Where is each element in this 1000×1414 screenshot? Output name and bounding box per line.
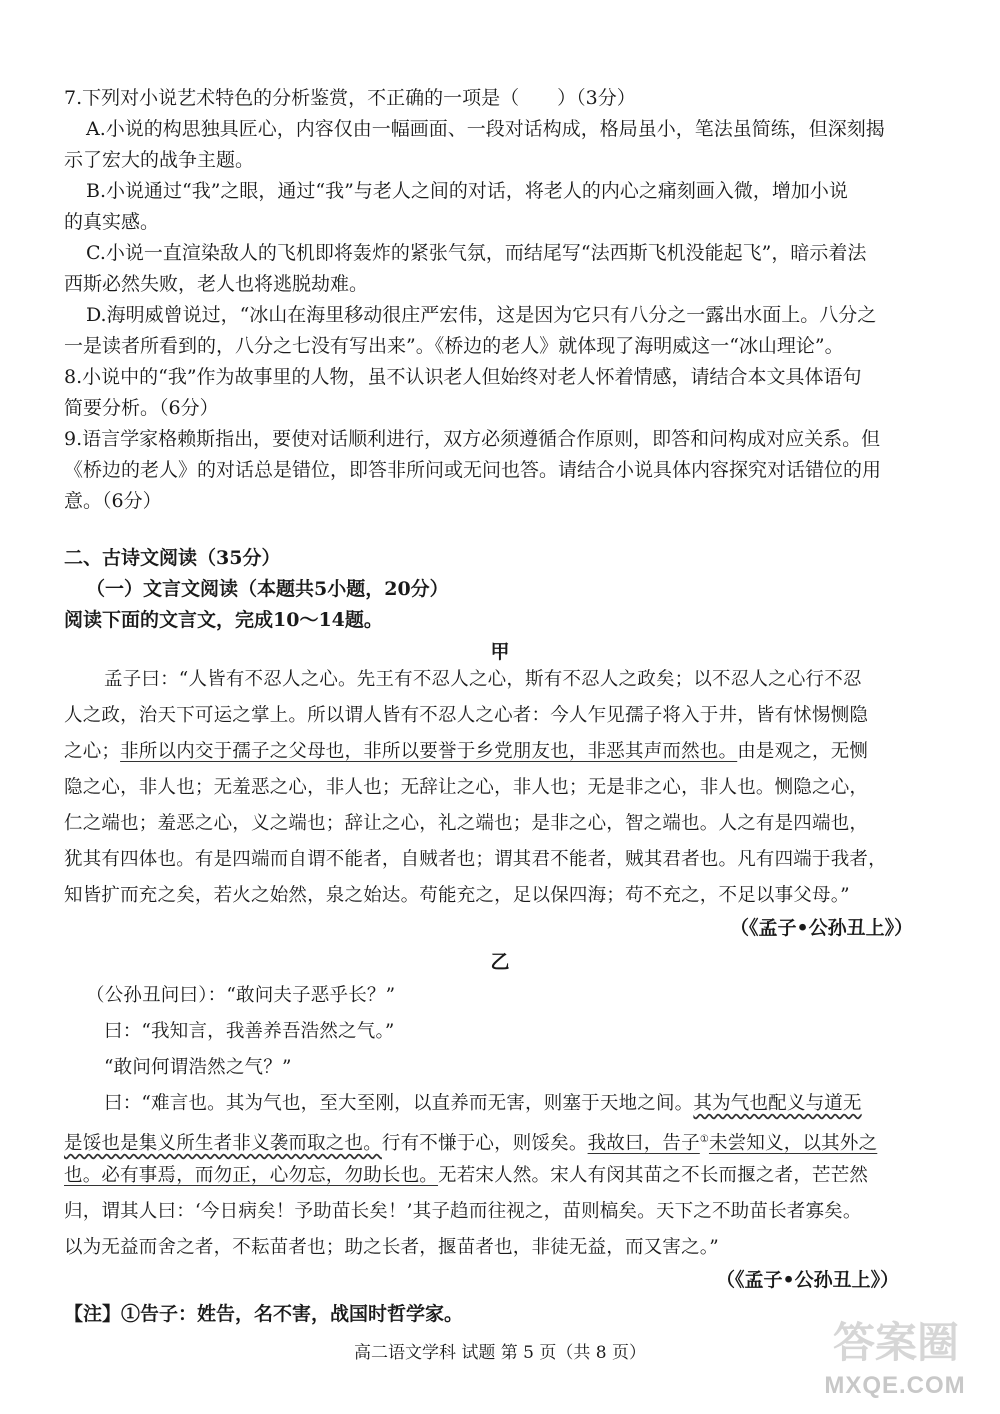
section-title: 二、古诗文阅读（35分） — [64, 547, 281, 569]
q7-option-b-line1: B.小说通过“我”之眼，通过“我”与老人之间的对话，将老人的内心之痛刻画入微，增加小说 — [86, 180, 848, 202]
passage-jia-line5: 仁之端也；羞恶之心，义之端也；辞让之心，礼之端也；是非之心，智之端也。人之有是四端也， — [64, 813, 869, 834]
passage-yi-line6-end: 无若宋人然。宋人有闵其苗之不长而揠之者，芒芒然 — [438, 1165, 869, 1186]
passage-yi-label: 乙 — [490, 951, 510, 973]
q9-line1: 9.语言学家格赖斯指出，要使对话顺利进行，双方必须遵循合作原则，即答和问构成对应关系。但 — [64, 428, 881, 450]
passage-yi-line1: （公孙丑问曰）：“敢问夫子恶乎长？” — [86, 985, 396, 1006]
passage-jia-underlined-sentence: 非所以内交于孺子之父母也，非所以要誉于乡党朋友也，非恶其声而然也。 — [120, 741, 738, 762]
q9-line2: 《桥边的老人》的对话总是错位，即答非所问或无问也答。请结合小说具体内容探究对话错位的用 — [64, 459, 882, 481]
passage-yi-line7: 归，谓其人曰：‘今日病矣！予助苗长矣！’其子趋而往视之，苗则槁矣。天下之不助苗长者寡矣。 — [64, 1201, 862, 1222]
passage-yi-line3: “敢问何谓浩然之气？” — [104, 1057, 292, 1078]
passage-yi-line4 — [104, 1092, 862, 1116]
q7-option-c-line2: 西斯必然失败，老人也将逃脱劫难。 — [64, 273, 369, 295]
q7-option-d-line2: 一是读者所看到的，八分之七没有写出来”。《桥边的老人》就体现了海明威这一“冰山理论”。 — [64, 335, 844, 357]
q7-option-b-line2: 的真实感。 — [64, 211, 160, 233]
footnote-marker: ① — [699, 1134, 709, 1145]
q7-option-a-line1: A.小说的构思独具匠心，内容仅由一幅画面、一段对话构成，格局虽小，笔法虽简练，但深刻揭 — [86, 118, 885, 140]
passage-jia-line3 — [64, 740, 868, 764]
passage-yi-line5 — [64, 1128, 877, 1156]
passage-jia-line2: 人之政，治天下可运之掌上。所以谓人皆有不忍人之心者：今人乍见孺子将入于井，皆有怵惕恻隐 — [64, 705, 869, 726]
passage-yi-underlined-end: 也。必有事焉，而勿正，心勿忘，勿助长也。 — [64, 1165, 439, 1186]
watermark-logo — [800, 1310, 990, 1408]
passage-jia-line3-start: 之心； — [64, 741, 121, 762]
passage-jia-line3-end: 由是观之，无恻 — [737, 741, 869, 762]
passage-yi-underlined-start: 我故曰，告子 — [587, 1133, 700, 1155]
watermark-main-text: 答案圈 — [832, 1318, 959, 1367]
passage-jia-line7: 知皆扩而充之矣，若火之始然，泉之始达。苟能充之，足以保四海；苟不充之，不足以事父母。” — [64, 885, 850, 906]
passage-yi-source: （《孟子•公孙丑上》） — [716, 1269, 900, 1291]
watermark-site-text: MXQE.COM — [824, 1372, 966, 1399]
passage-jia-label: 甲 — [490, 641, 510, 663]
q7-stem: 7.下列对小说艺术特色的分析鉴赏，不正确的一项是（ ）（3分） — [64, 87, 636, 109]
q8-line1: 8.小说中的“我”作为故事里的人物，虽不认识老人但始终对老人怀着情感，请结合本文具体语句 — [64, 366, 862, 388]
subsection-title: （一）文言文阅读（本题共5小题，20分） — [86, 578, 449, 600]
passage-yi-line8: 以为无益而舍之者，不耘苗者也；助之长者，揠苗者也，非徒无益，而又害之。” — [64, 1237, 719, 1258]
q9-line3: 意。（6分） — [64, 490, 162, 512]
q7-option-c-line1: C.小说一直渲染敌人的飞机即将轰炸的紧张气氛，而结尾写“法西斯飞机没能起飞”，暗示着法 — [86, 242, 867, 264]
passage-yi-underlined-middle: 未尝知义，以其外之 — [708, 1133, 878, 1155]
passage-jia-source: （《孟子•公孙丑上》） — [730, 917, 914, 939]
passage-yi-line4-start: 曰：“难言也。其为气也，至大至刚，以直养而无害，则塞于天地之间。 — [104, 1093, 694, 1114]
reading-instruction: 阅读下面的文言文，完成10～14题。 — [64, 609, 383, 631]
passage-jia-line1: 孟子曰：“人皆有不忍人之心。先王有不忍人之心，斯有不忍人之政矣；以不忍人之心行不忍 — [104, 669, 862, 690]
passage-yi-line2: 曰：“我知言，我善养吾浩然之气。” — [104, 1021, 395, 1042]
q8-line2: 简要分析。（6分） — [64, 397, 219, 419]
passage-yi-line5-middle: 行有不慊于心，则馁矣。 — [381, 1133, 588, 1155]
passage-jia-line4: 隐之心，非人也；无羞恶之心，非人也；无辞让之心，非人也；无是非之心，非人也。恻隐之心， — [64, 777, 869, 798]
q7-option-a-line2: 示了宏大的战争主题。 — [64, 149, 255, 171]
footnote: 【注】①告子：姓告，名不害，战国时哲学家。 — [64, 1303, 464, 1325]
passage-yi-wavy-sentence-end: 是馁也是集义所生者非义袭而取之也。 — [64, 1133, 382, 1155]
passage-yi-wavy-sentence-start: 其为气也配义与道无 — [693, 1093, 862, 1114]
page-footer: 高二语文学科 试题 第 5 页（共 8 页） — [353, 1343, 647, 1363]
passage-yi-line6 — [64, 1164, 868, 1188]
q7-option-d-line1: D.海明威曾说过，“冰山在海里移动很庄严宏伟，这是因为它只有八分之一露出水面上。八分之 — [86, 304, 877, 326]
passage-jia-line6: 犹其有四体也。有是四端而自谓不能者，自贼者也；谓其君不能者，贼其君者也。凡有四端于我者， — [64, 849, 887, 870]
